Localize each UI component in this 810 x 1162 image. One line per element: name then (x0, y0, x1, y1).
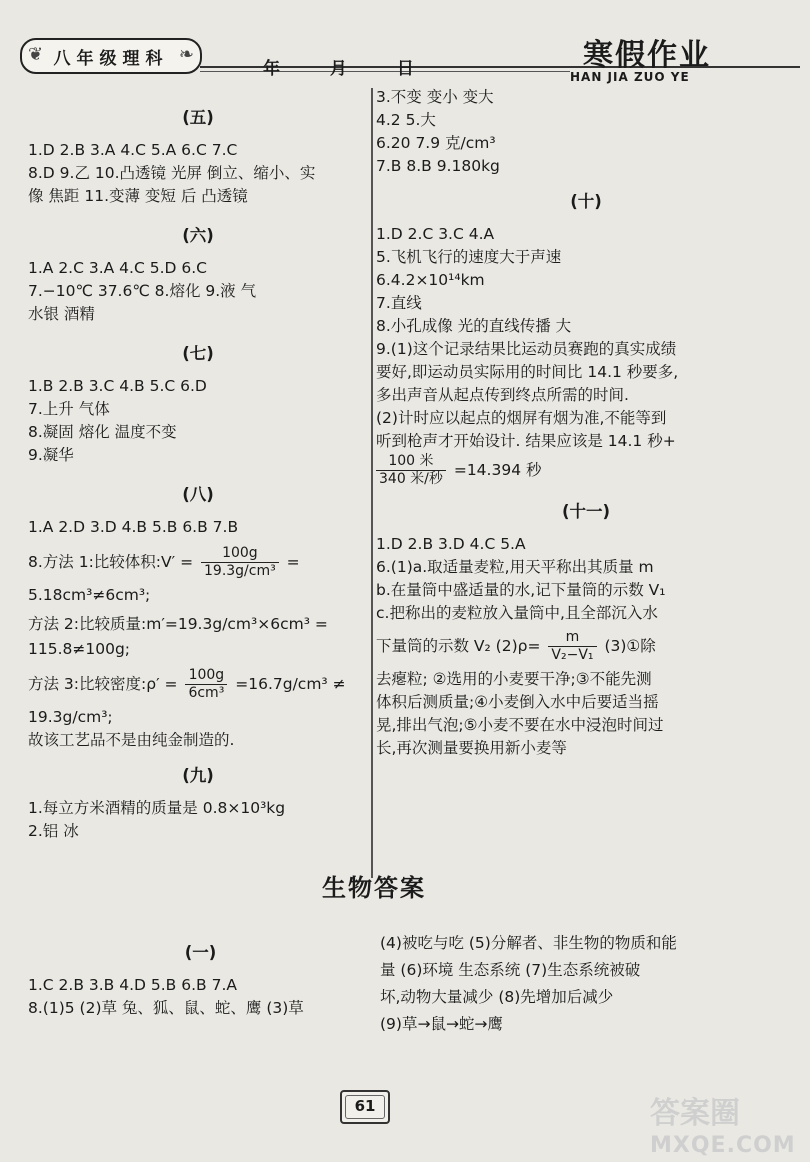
formula-text: =16.7g/cm³ ≠ (235, 675, 346, 693)
page-number (340, 1090, 390, 1124)
answer-line: 9.(1)这个记录结果比运动员赛跑的真实成绩 (376, 340, 677, 358)
formula-text: = (286, 553, 300, 571)
biology-left-column (28, 935, 373, 1020)
answer-line: (2)计时应以起点的烟屏有烟为准,不能等到 (376, 409, 667, 427)
formula-line (28, 667, 368, 702)
answer-line: 1.D 2.B 3.D 4.C 5.A (376, 535, 526, 553)
answer-line: (4)被吃与吃 (5)分解者、非生物的物质和能 (380, 934, 677, 952)
answer-line: 方法 2:比较质量:m′=19.3g/cm³×6cm³ = (28, 615, 328, 633)
formula-text: 8.方法 1:比较体积:V′ = (28, 553, 194, 571)
section-title: (九) (182, 766, 214, 785)
fraction-numerator: 100g (201, 545, 279, 563)
date-month: 月 (329, 59, 351, 79)
fraction-numerator: 100 米 (376, 453, 446, 471)
answer-line: b.在量筒中盛适量的水,记下量筒的示数 V₁ (376, 581, 666, 599)
watermark-logo (650, 1098, 800, 1156)
answer-line: 9.凝华 (28, 446, 74, 464)
grade-label: 八年级理科 (53, 48, 169, 69)
answer-line: 7.B 8.B 9.180kg (376, 157, 500, 175)
answer-line: 像 焦距 11.变薄 变短 后 凸透镜 (28, 187, 248, 205)
answer-line: 6.4.2×10¹⁴km (376, 271, 485, 289)
section-title: (八) (182, 485, 214, 504)
fraction (548, 629, 596, 664)
column-divider (371, 88, 373, 878)
answer-line: 1.每立方米酒精的质量是 0.8×10³kg (28, 799, 286, 817)
answer-line: 多出声音从起点传到终点所需的时间. (376, 386, 629, 404)
section-title: (七) (182, 344, 214, 363)
section-title: (十一) (561, 502, 611, 521)
answer-line: 1.D 2.C 3.C 4.A (376, 225, 495, 243)
answer-line: 听到枪声才开始设计. 结果应该是 14.1 秒+ (376, 432, 676, 450)
formula-text: =14.394 秒 (453, 461, 542, 479)
right-column (376, 86, 796, 760)
answer-line: 体积后测质量;④小麦倒入水中后要适当摇 (376, 693, 659, 711)
fraction-denominator: V₂−V₁ (551, 647, 594, 663)
answer-line: 2.铝 冰 (28, 822, 79, 840)
answer-line: 1.A 2.C 3.A 4.C 5.D 6.C (28, 259, 207, 277)
watermark-url: MXQE.COM (650, 1133, 796, 1158)
answer-line: 1.B 2.B 3.C 4.B 5.C 6.D (28, 377, 207, 395)
answer-line: 水银 酒精 (28, 305, 95, 323)
answer-line: 7.上升 气体 (28, 400, 110, 418)
answer-line: 5.飞机飞行的速度大于声速 (376, 248, 562, 266)
ornament-icon: ❧ (178, 44, 194, 65)
answer-line: 要好,即运动员实际用的时间比 14.1 秒要多, (376, 363, 679, 381)
fraction-denominator: 6cm³ (188, 685, 225, 701)
answer-line: 8.D 9.乙 10.凸透镜 光屏 倒立、缩小、实 (28, 164, 316, 182)
answer-line: 8.(1)5 (2)草 兔、狐、鼠、蛇、鹰 (3)草 (28, 999, 304, 1017)
answer-line: 1.A 2.D 3.D 4.B 5.B 6.B 7.B (28, 518, 239, 536)
ornament-icon: ❦ (28, 44, 44, 65)
answer-line: 7.−10℃ 37.6℃ 8.熔化 9.液 气 (28, 282, 257, 300)
answer-line: (9)草→鼠→蛇→鹰 (380, 1015, 503, 1033)
answer-line: 去瘪粒; ②选用的小麦要干净;③不能先测 (376, 670, 652, 688)
answer-line: 5.18cm³≠6cm³; (28, 586, 151, 604)
answer-line: 6.(1)a.取适量麦粒,用天平称出其质量 m (376, 558, 654, 576)
answer-line: 7.直线 (376, 294, 422, 312)
formula-line (376, 629, 796, 664)
fraction (376, 453, 446, 488)
formula-line (28, 545, 368, 580)
answer-line: 8.小孔成像 光的直线传播 大 (376, 317, 572, 335)
fraction (201, 545, 279, 580)
fraction-denominator: 340 米/秒 (379, 471, 443, 487)
answer-line: 量 (6)环境 生态系统 (7)生态系统被破 (380, 961, 641, 979)
answer-line: 115.8≠100g; (28, 640, 131, 658)
page-header (8, 30, 803, 90)
answer-line: 1.C 2.B 3.B 4.D 5.B 6.B 7.A (28, 976, 237, 994)
page-number-text: 61 (354, 1097, 376, 1115)
watermark-text: 答案圈 (650, 1096, 740, 1131)
book-title: 寒假作业 (583, 38, 711, 73)
date-year: 年 (263, 59, 284, 79)
answer-line: 故该工艺品不是由纯金制造的. (28, 731, 235, 749)
left-column (28, 100, 368, 843)
answer-line: 6.20 7.9 克/cm³ (376, 134, 496, 152)
date-field (263, 54, 454, 79)
biology-right-column (380, 932, 800, 1036)
date-day: 日 (396, 59, 418, 79)
section-title: (五) (182, 108, 214, 127)
formula-line (376, 453, 796, 488)
answer-line: c.把称出的麦粒放入量筒中,且全部沉入水 (376, 604, 658, 622)
fraction-denominator: 19.3g/cm³ (204, 563, 276, 579)
formula-text: 下量筒的示数 V₂ (2)ρ= (376, 637, 541, 655)
book-title-pinyin: HAN JIA ZUO YE (570, 70, 690, 84)
section-title: (十) (570, 192, 602, 211)
grade-badge (20, 38, 202, 74)
answer-line: 3.不变 变小 变大 (376, 88, 494, 106)
answer-line: 晃,排出气泡;⑤小麦不要在水中浸泡时间过 (376, 716, 664, 734)
answer-line: 坏,动物大量减少 (8)先增加后减少 (380, 988, 614, 1006)
answer-line: 4.2 5.大 (376, 111, 436, 129)
section-title: (一) (184, 943, 217, 962)
fraction-numerator: m (548, 629, 596, 647)
section-title: (六) (182, 226, 214, 245)
answer-line: 长,再次测量要换用新小麦等 (376, 739, 567, 757)
fraction-numerator: 100g (185, 667, 227, 685)
answer-line: 1.D 2.B 3.A 4.C 5.A 6.C 7.C (28, 141, 238, 159)
formula-text: 方法 3:比较密度:ρ′ = (28, 675, 178, 693)
answer-line: 8.凝固 熔化 温度不变 (28, 423, 177, 441)
answer-line: 19.3g/cm³; (28, 708, 113, 726)
biology-title: 生物答案 (322, 874, 426, 902)
fraction (185, 667, 227, 702)
formula-text: (3)①除 (604, 637, 656, 655)
